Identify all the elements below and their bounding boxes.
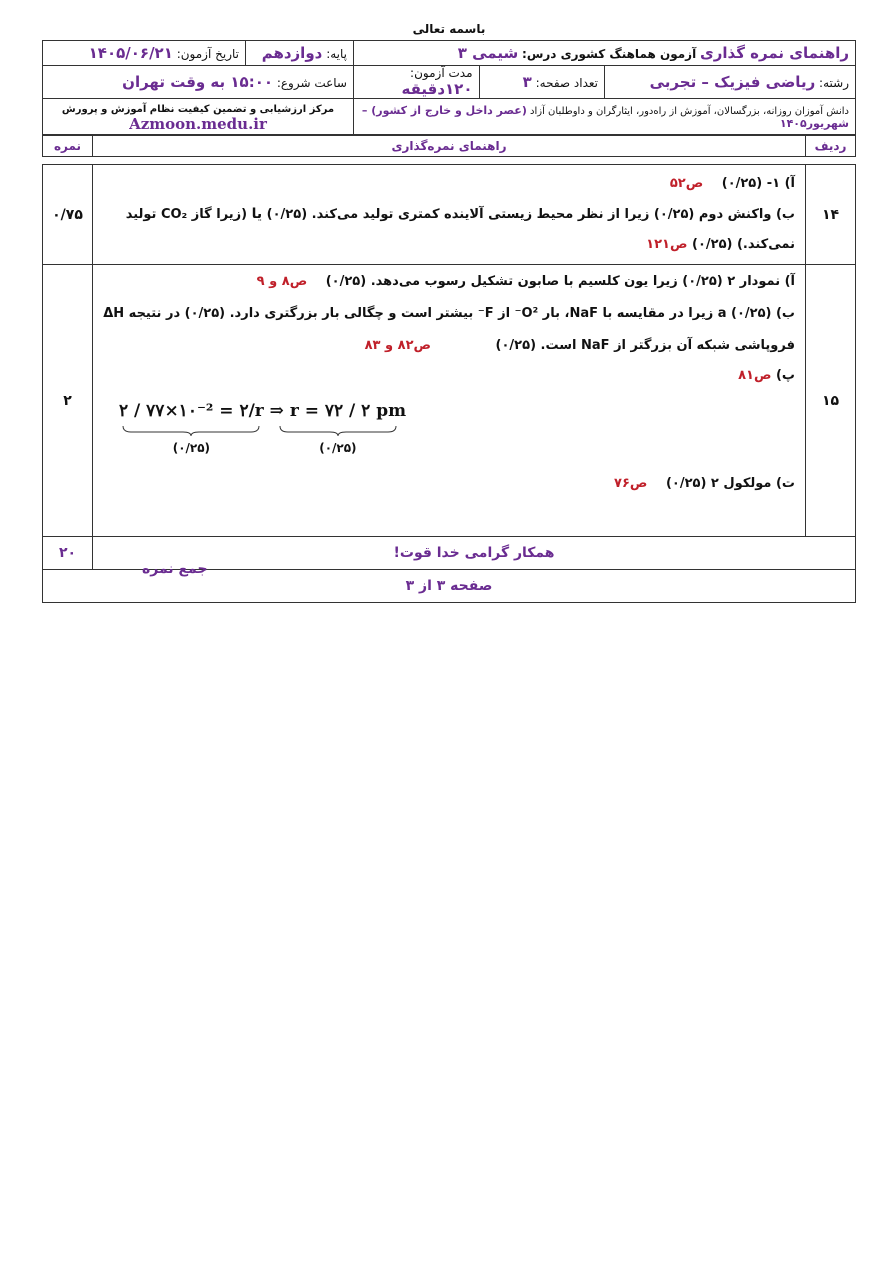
duration-label: مدت آزمون:	[410, 66, 473, 80]
q15-guide	[93, 265, 806, 537]
total-score: ۲۰	[43, 537, 93, 570]
q15-score: ۲	[43, 265, 93, 537]
header-title-cell	[354, 41, 856, 66]
center-name: مرکز ارزشیابی و تضمین کیفیت نظام آموزش و پرورش	[61, 103, 335, 115]
total-label: جمع نمره	[142, 561, 208, 577]
guide-title: راهنمای نمره گذاری	[700, 44, 849, 62]
q15-b-ref: ص۸۲ و ۸۳	[364, 338, 432, 353]
date: ۱۴۰۵/۰۶/۲۱	[88, 44, 173, 62]
date-label: تاریخ آزمون:	[176, 47, 239, 61]
grade-label: پایه:	[326, 47, 347, 61]
formula-score-1: (۰/۲۵)	[172, 441, 211, 455]
formula-right-group	[270, 401, 406, 455]
q15-formula	[103, 401, 795, 455]
students: دانش آموزان روزانه، بزرگسالان، آموزش از راه‌دور، ایثارگران و داوطلبان آزاد	[530, 105, 849, 117]
column-header-row	[43, 136, 856, 157]
underbrace-left	[121, 424, 261, 436]
greeting: همکار گرامی خدا قوت!	[393, 545, 555, 561]
start-cell	[43, 66, 354, 99]
q14-b-ref: ص۱۲۱	[646, 237, 688, 252]
q14-b-text2: (زیرا گاز CO₂ تولید	[125, 207, 248, 222]
col-score: نمره	[43, 136, 93, 157]
website: Azmoon.medu.ir	[129, 114, 267, 133]
header-table	[42, 40, 856, 135]
exam-desc: آزمون هماهنگ کشوری درس:	[522, 47, 697, 61]
date-cell	[43, 41, 246, 66]
field-label: رشته:	[819, 76, 849, 90]
q15-number: ۱۵	[806, 265, 856, 537]
pages-label: تعداد صفحه:	[535, 76, 598, 90]
q15-d-ref: ص۷۶	[614, 476, 648, 491]
field: ریاضی فیزیک – تجربی	[649, 73, 816, 91]
grade: دوازدهم	[261, 44, 323, 62]
underbrace-right	[278, 424, 398, 436]
formula-left-group	[119, 401, 264, 455]
duration: ۱۲۰دقیقه	[401, 80, 473, 98]
duration-cell	[354, 66, 480, 99]
start-label: ساعت شروع:	[276, 76, 347, 90]
answers-table	[42, 135, 856, 603]
q15-a-ref: ص۸ و ۹	[256, 274, 308, 289]
field-cell	[605, 66, 856, 99]
question-15-row	[43, 265, 856, 537]
q14-a-ref: ص۵۲	[669, 176, 704, 191]
page-number: صفحه ۳ از ۳	[405, 578, 493, 594]
q14-guide	[93, 165, 806, 265]
formula-right: ⇒ r = ۷۲ / ۲ pm	[269, 401, 407, 421]
q14-b-text3: نمی‌کند.) (۰/۲۵)	[692, 237, 795, 252]
top-title: باسمه تعالی	[412, 22, 486, 36]
formula-left: ۲ / ۷۷×۱۰⁻² = ۲/r	[119, 401, 264, 421]
subject: شیمی ۳	[457, 44, 519, 62]
q15-c-ref: ص۸۱	[738, 368, 772, 383]
q14-b-or: یا	[251, 206, 263, 222]
question-14-row	[43, 165, 856, 265]
col-row: ردیف	[806, 136, 856, 157]
q15-b-text1: ب) a (۰/۲۵) زیرا در مقایسه با NaF، بار O²⁻ از F⁻ بیشتر است و چگالی بار بزرگتری دارد. (۰/۲۵) در نتیجه ΔH	[103, 306, 795, 321]
start-time: ۱۵:۰۰ به وقت تهران	[122, 73, 274, 91]
q14-score: ۰/۷۵	[43, 165, 93, 265]
students-cell	[354, 99, 856, 135]
q14-a-text: آ) ۱- (۰/۲۵)	[721, 176, 795, 191]
pages-cell	[479, 66, 605, 99]
center-cell	[43, 99, 354, 135]
q14-b-text1: ب) واکنش دوم (۰/۲۵) زیرا از نظر محیط زیستی آلاینده کمتری تولید می‌کند. (۰/۲۵)	[266, 207, 795, 222]
pages: ۳	[522, 73, 532, 91]
q15-b-text2: فروپاشی شبکه آن بزرگتر از NaF است. (۰/۲۵)	[495, 338, 795, 353]
q15-a-text: آ) نمودار ۲ (۰/۲۵) زیرا یون کلسیم با صابون تشکیل رسوب می‌دهد. (۰/۲۵)	[325, 274, 795, 289]
total-label-overlay	[142, 558, 208, 577]
q15-d-text: ت) مولکول ۲ (۰/۲۵)	[665, 476, 795, 491]
col-guide: راهنمای نمره‌گذاری	[93, 136, 806, 157]
formula-score-2: (۰/۲۵)	[319, 441, 357, 455]
q15-c-text: پ)	[775, 368, 795, 383]
session: (عصر داخل و خارج از کشور) – شهریور۱۴۰۵	[361, 103, 849, 130]
q14-number: ۱۴	[806, 165, 856, 265]
grade-cell	[246, 41, 354, 66]
